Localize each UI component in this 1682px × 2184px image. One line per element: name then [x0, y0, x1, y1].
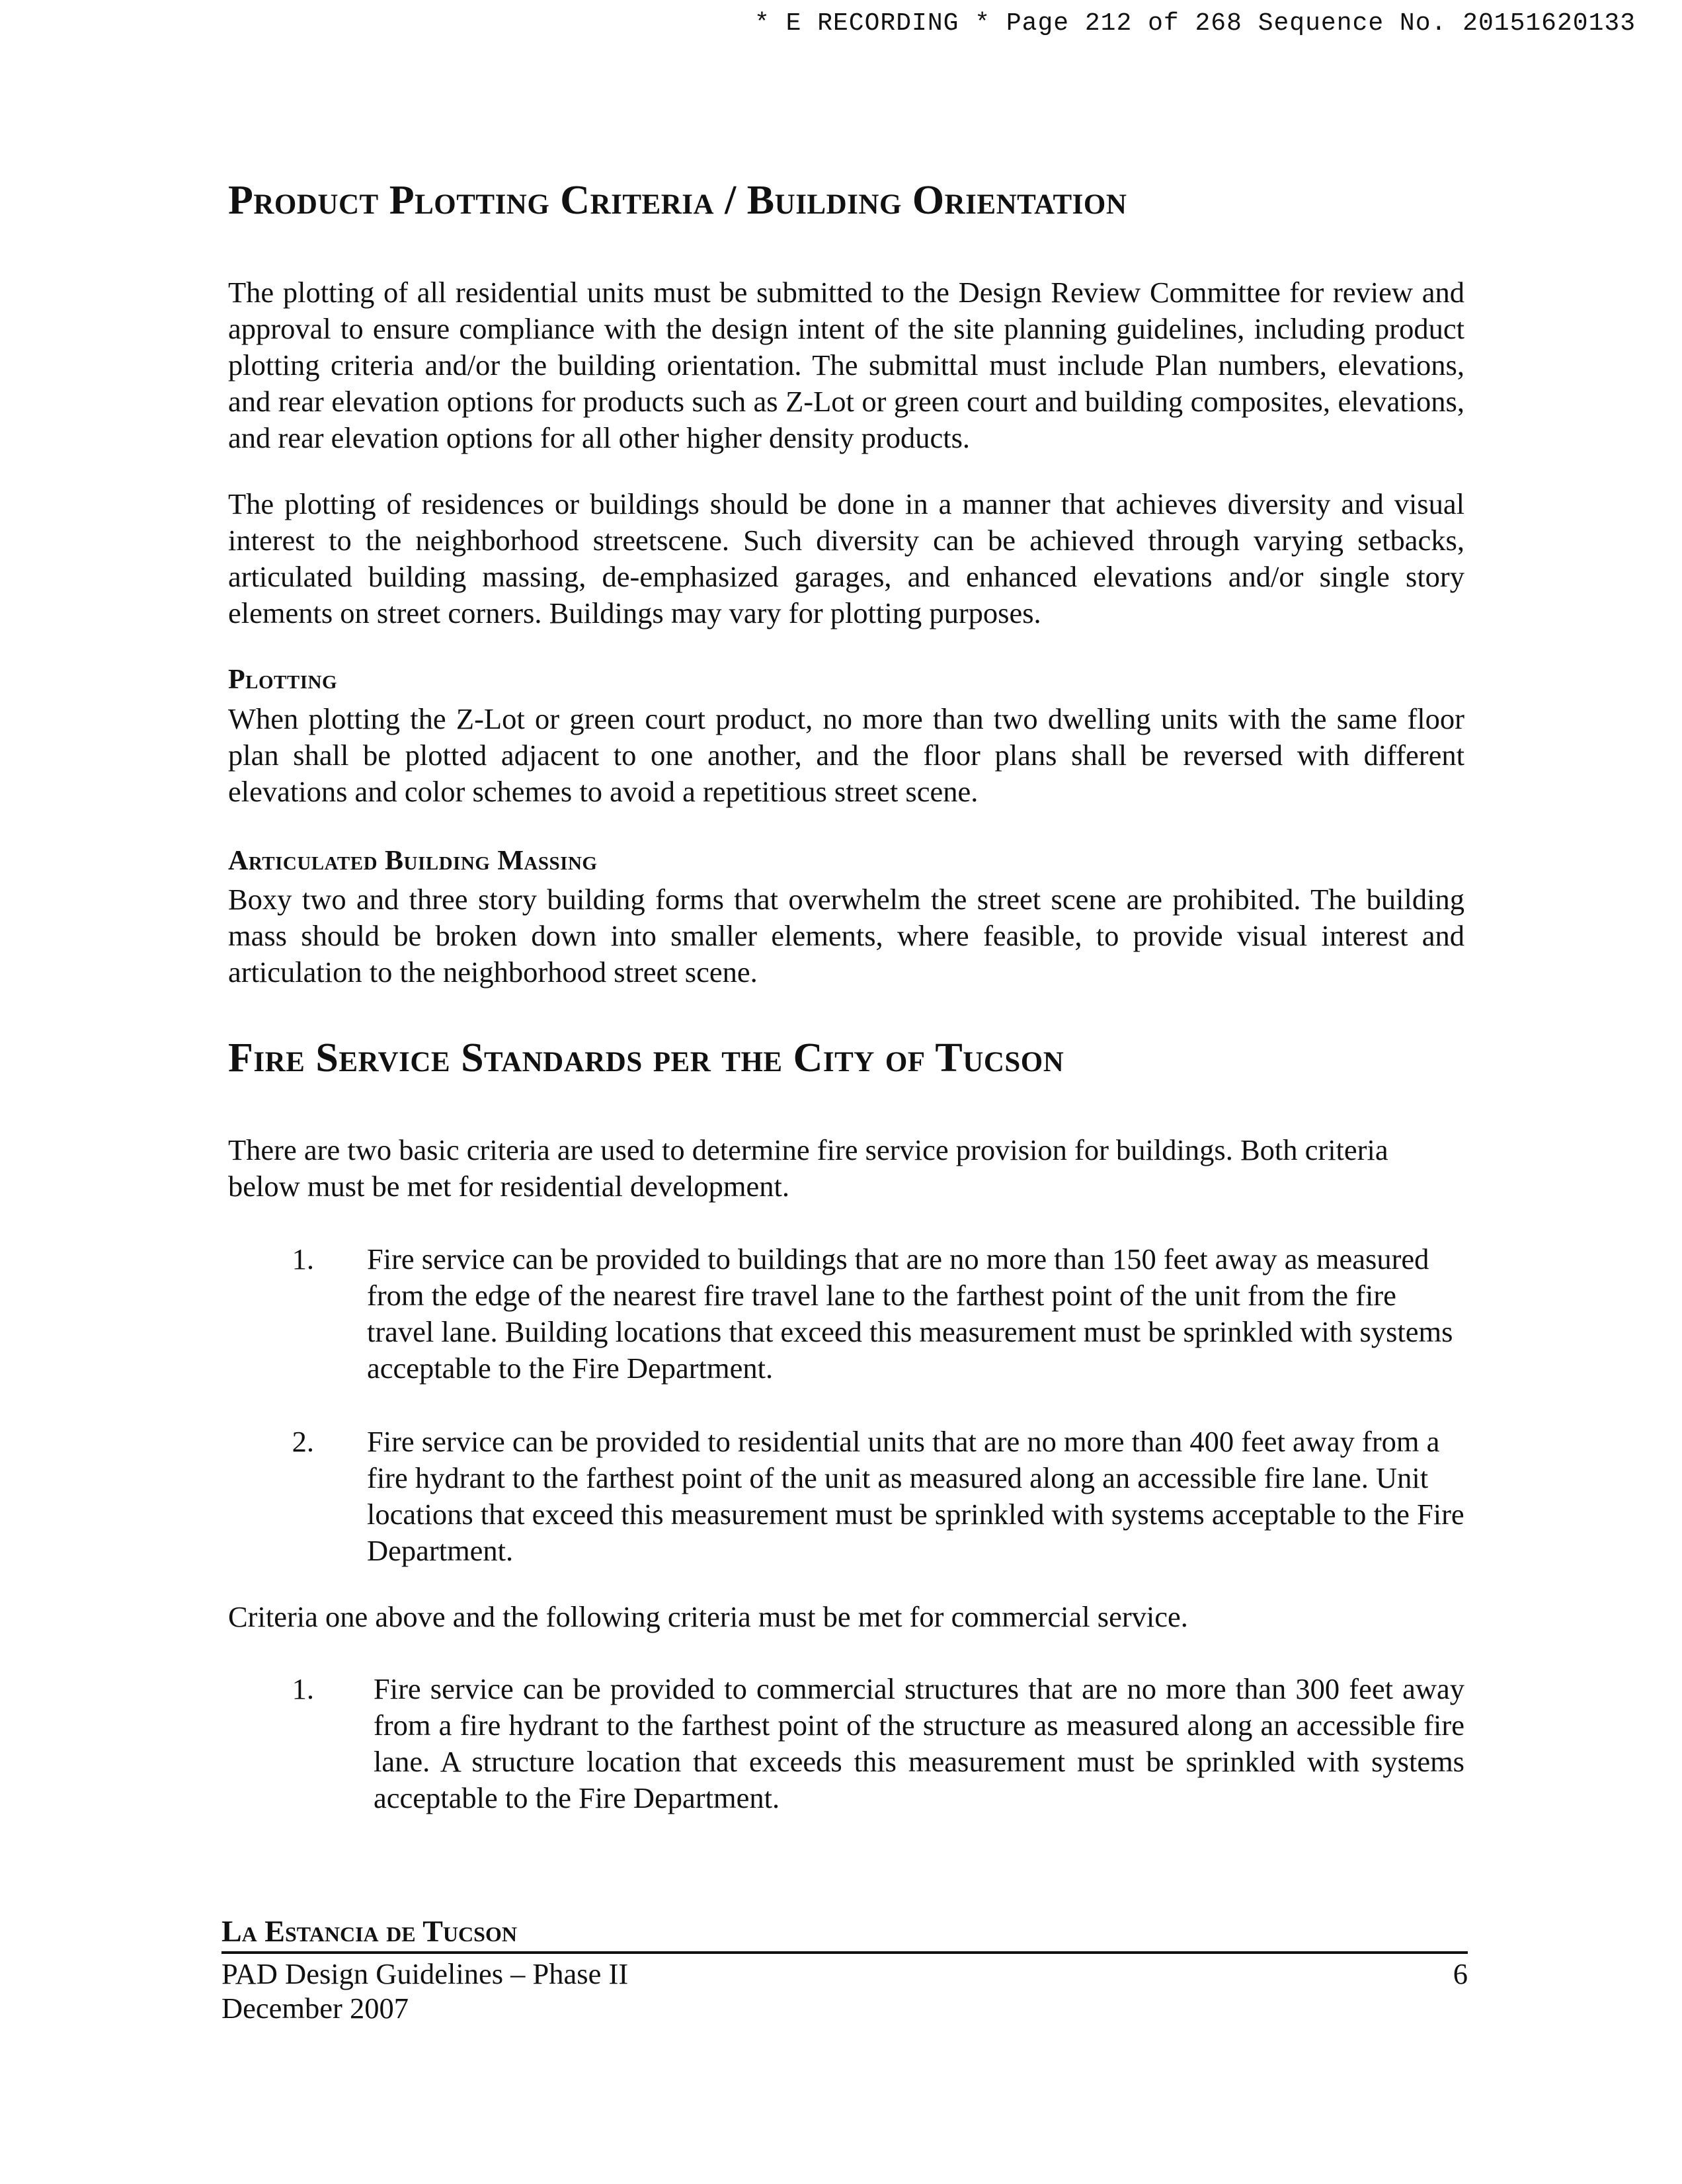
list-number: 1. — [292, 1672, 314, 1705]
page-number: 6 — [1453, 1957, 1468, 1990]
paragraph-plotting-submittal: The plotting of all residential units must be submitted to the Design Review Committee for review and approval to ensure compliance with the design intent of the site planning guidelines, including product plotting criteria and/or the building orientation. The submittal must include Plan numbers, elevations, and rear elevation options for products such as Z-Lot or green court and building composites, elevations, and rear elevation options for all other higher density products. — [228, 276, 1464, 454]
subheading-articulated-massing: Articulated Building Massing — [228, 846, 598, 876]
list-item-residential-2 — [274, 1424, 1464, 1569]
list-item-commercial-1 — [274, 1671, 1464, 1816]
section-title-plotting-criteria: Product Plotting Criteria / Building Orientation — [228, 178, 1127, 223]
subheading-plotting: Plotting — [228, 665, 338, 695]
list-number: 1. — [292, 1242, 314, 1275]
footer-divider — [221, 1951, 1468, 1954]
list-item-text: Fire service can be provided to buildings that are no more than 150 feet away as measured from the edge of the nearest fire travel lane to the farthest point of the unit from the fire travel lane. Building locations that exceed this measurement must be sprinkled with systems acceptable to the Fire Department. — [367, 1242, 1453, 1385]
paragraph-fire-intro: There are two basic criteria are used to determine fire service provision for buildings. Both criteria below must be met for residential development. — [228, 1133, 1388, 1203]
list-item-text: Fire service can be provided to residential units that are no more than 400 feet away from a fire hydrant to the farthest point of the unit as measured along an accessible fire lane. Unit locations that exceed this measurement must be sprinkled with systems acceptable to the Fire Department. — [367, 1425, 1464, 1567]
section-title-fire-service: Fire Service Standards per the City of Tucson — [228, 1035, 1064, 1080]
page-footer — [221, 1914, 1468, 2025]
list-number: 2. — [292, 1425, 314, 1458]
recording-stamp: * E RECORDING * Page 212 of 268 Sequence No. 20151620133 — [754, 9, 1636, 38]
footer-date: December 2007 — [221, 1992, 409, 2025]
list-item-residential-1 — [274, 1241, 1464, 1387]
footer-document-line — [221, 1957, 1468, 1991]
footer-project-name: La Estancia de Tucson — [221, 1914, 517, 1948]
paragraph-plotting-rule: When plotting the Z-Lot or green court product, no more than two dwelling units with the same floor plan shall be plotted adjacent to one another, and the floor plans shall be reversed with different elevations and color schemes to avoid a repetitious street scene. — [228, 702, 1464, 808]
paragraph-plotting-diversity: The plotting of residences or buildings should be done in a manner that achieves diversity and visual interest to the neighborhood streetscene. Such diversity can be achieved through varying setbacks, articulated building massing, de-emphasized garages, and enhanced elevations and/or single story elements on street corners. Buildings may vary for plotting purposes. — [228, 487, 1464, 629]
paragraph-massing-rule: Boxy two and three story building forms that overwhelm the street scene are prohibited. The building mass should be broken down into smaller elements, where feasible, to provide visual interest and articulation to the neighborhood street scene. — [228, 883, 1464, 989]
paragraph-commercial-intro: Criteria one above and the following criteria must be met for commercial service. — [228, 1600, 1188, 1633]
footer-document-title: PAD Design Guidelines – Phase II — [221, 1957, 629, 1990]
list-item-text: Fire service can be provided to commercial structures that are no more than 300 feet away from a fire hydrant to the farthest point of the structure as measured along an accessible fire lane. A structure location that exceeds this measurement must be sprinkled with systems acceptable to the Fire Department. — [374, 1672, 1464, 1814]
